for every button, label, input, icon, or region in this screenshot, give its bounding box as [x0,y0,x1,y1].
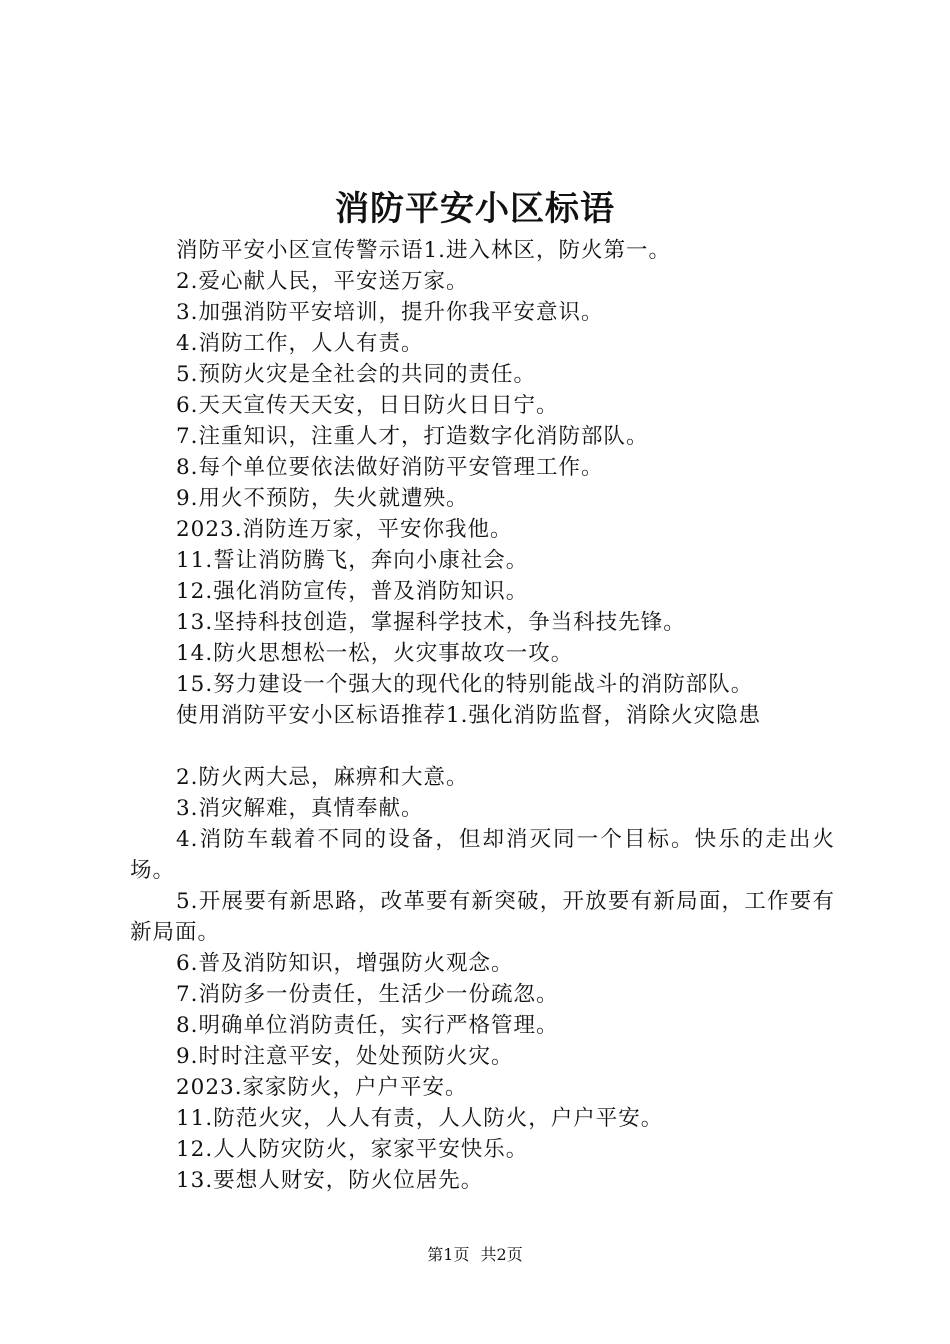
paragraph: 2.防火两大忌，麻痹和大意。 [176,765,469,790]
paragraph: 13.要想人财安，防火位居先。 [176,1168,484,1193]
paragraph: 12.人人防灾防火，家家平安快乐。 [176,1137,529,1162]
paragraph: 6.天天宣传天天安，日日防火日日宁。 [176,393,559,418]
paragraph: 3.加强消防平安培训，提升你我平安意识。 [176,300,604,325]
paragraph: 使用消防平安小区标语推荐1.强化消防监督，消除火灾隐患 [176,703,762,728]
paragraph: 9.用火不预防，失火就遭殃。 [176,486,469,511]
document-body [130,235,835,1196]
paragraph: 7.注重知识，注重人才，打造数字化消防部队。 [176,424,649,449]
paragraph: 7.消防多一份责任，生活少一份疏忽。 [176,982,559,1007]
document-title: 消防平安小区标语 [335,189,615,229]
paragraph: 4.消防工作，人人有责。 [176,331,424,356]
paragraph: 5.开展要有新思路，改革要有新突破，开放要有新局面，工作要有新局面。 [130,889,835,945]
paragraph: 消防平安小区宣传警示语1.进入林区，防火第一。 [176,238,672,263]
paragraph: 2023.家家防火，户户平安。 [176,1075,468,1100]
paragraph: 12.强化消防宣传，普及消防知识。 [176,579,529,604]
page-number: 第1页 [427,1245,470,1264]
paragraph: 14.防火思想松一松，火灾事故攻一攻。 [176,641,574,666]
paragraph: 8.每个单位要依法做好消防平安管理工作。 [176,455,604,480]
blank-line [130,731,835,762]
paragraph: 15.努力建设一个强大的现代化的特别能战斗的消防部队。 [176,672,754,697]
paragraph: 9.时时注意平安，处处预防火灾。 [176,1044,514,1069]
paragraph: 6.普及消防知识，增强防火观念。 [176,951,514,976]
page-footer [0,1243,950,1267]
paragraph: 5.预防火灾是全社会的共同的责任。 [176,362,537,387]
paragraph: 11.防范火灾，人人有责，人人防火，户户平安。 [176,1106,664,1131]
paragraph: 2.爱心献人民，平安送万家。 [176,269,469,294]
paragraph: 3.消灾解难，真情奉献。 [176,796,424,821]
paragraph: 13.坚持科技创造，掌握科学技术，争当科技先锋。 [176,610,686,635]
paragraph: 11.誓让消防腾飞，奔向小康社会。 [176,548,529,573]
page-total: 共2页 [480,1245,523,1264]
paragraph: 2023.消防连万家，平安你我他。 [176,517,513,542]
paragraph: 4.消防车载着不同的设备，但却消灭同一个目标。快乐的走出火场。 [130,827,835,883]
paragraph: 8.明确单位消防责任，实行严格管理。 [176,1013,559,1038]
